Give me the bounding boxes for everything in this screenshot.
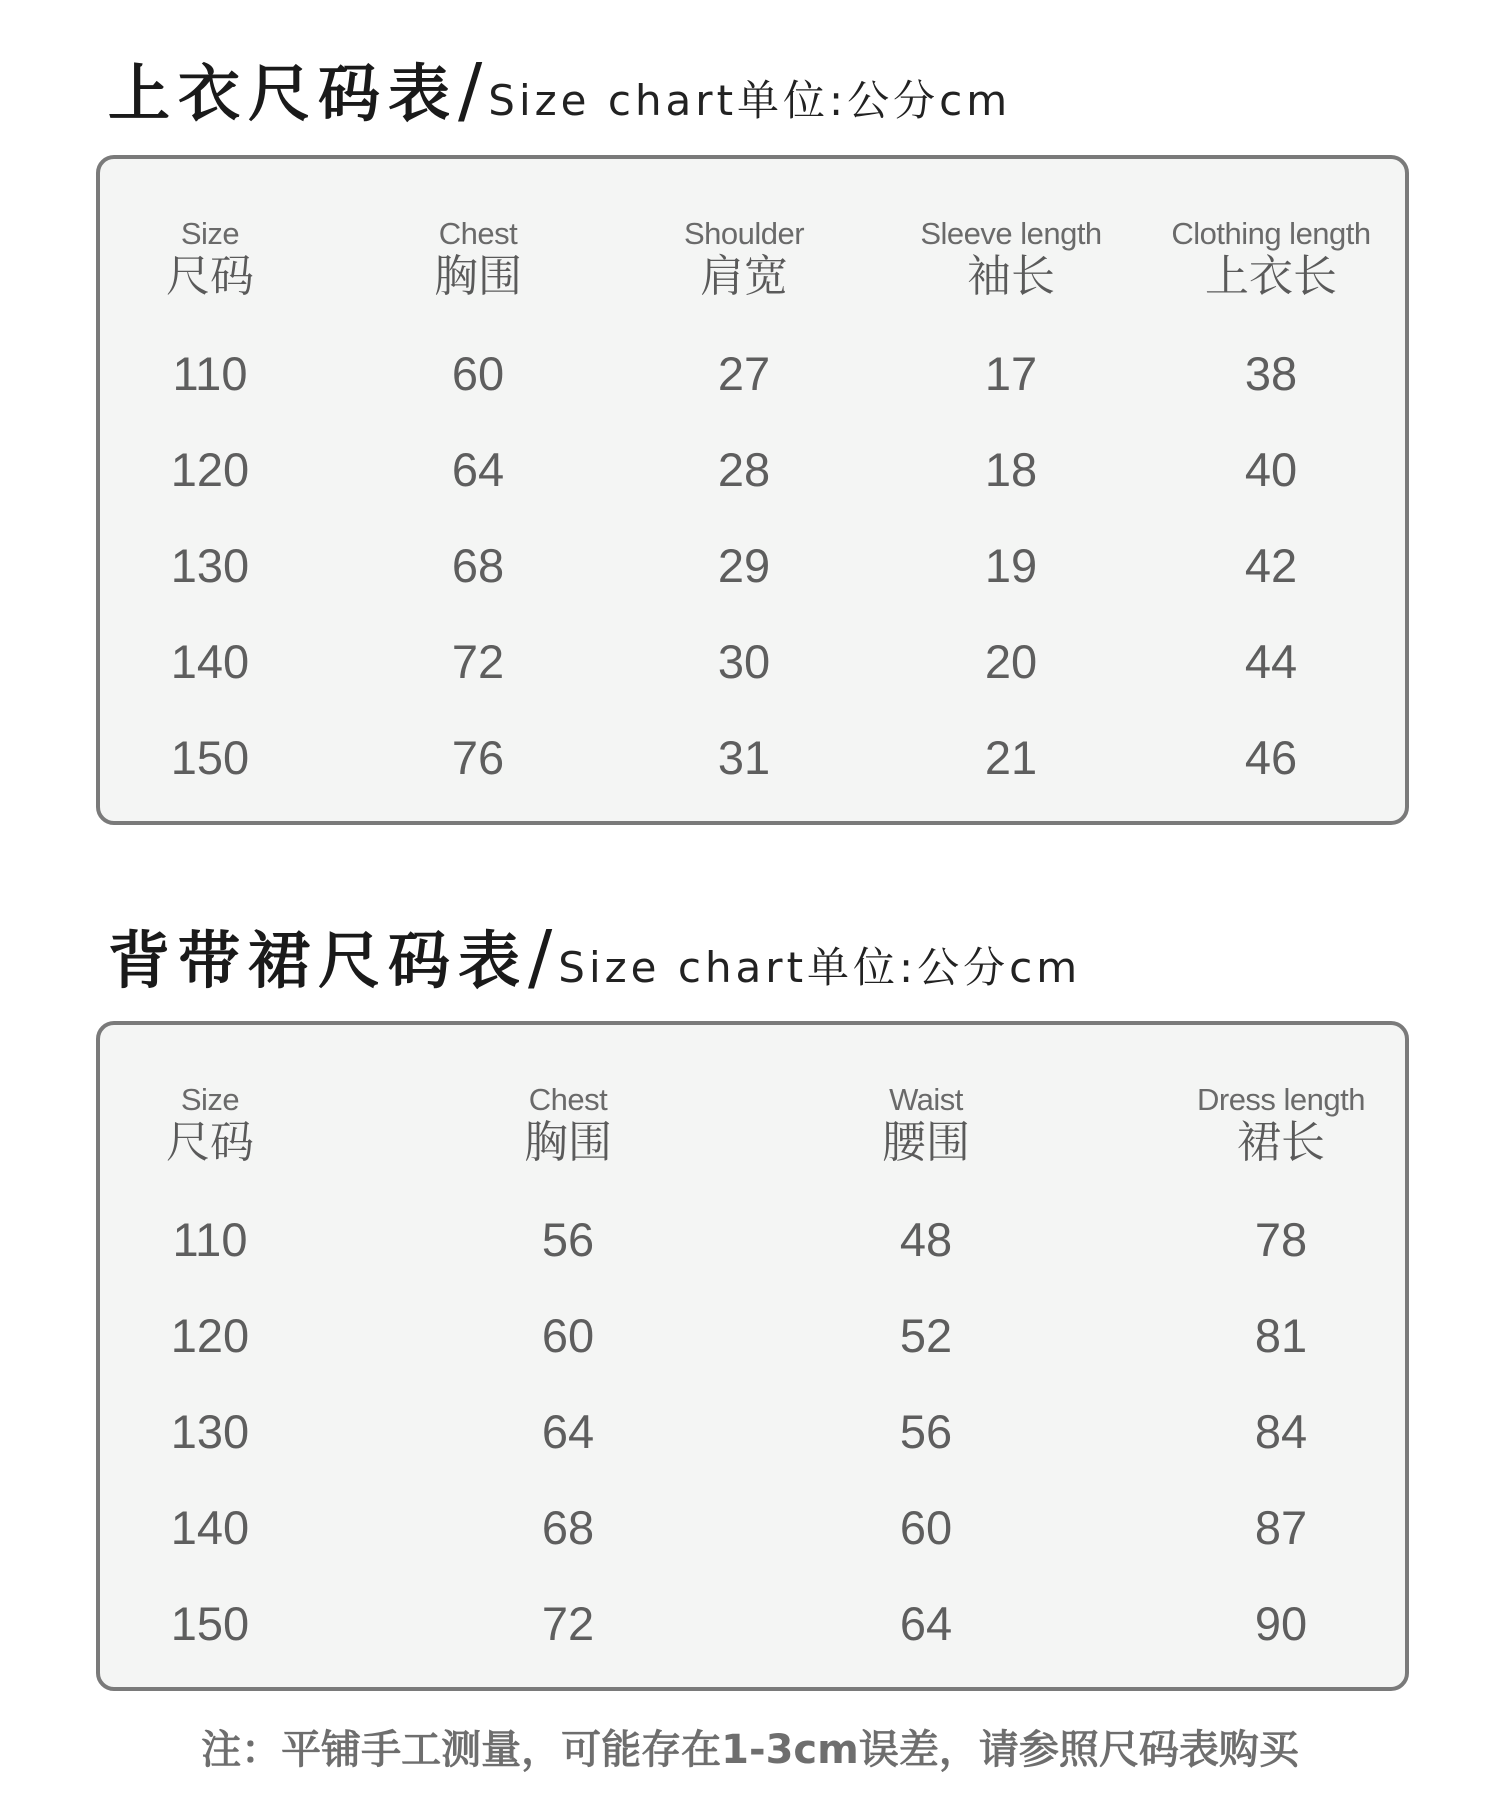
table-cell: 28 bbox=[717, 443, 771, 496]
column-header bbox=[1150, 1083, 1412, 1169]
column-header bbox=[468, 1083, 668, 1169]
table-cell: 140 bbox=[170, 635, 250, 688]
table-cell: 17 bbox=[984, 347, 1038, 400]
column-header bbox=[110, 217, 310, 303]
table-cell: 56 bbox=[541, 1213, 595, 1266]
table-cell: 120 bbox=[170, 1309, 250, 1362]
column-header bbox=[110, 1083, 310, 1169]
table-cell: 60 bbox=[451, 347, 505, 400]
table-cell: 78 bbox=[1254, 1213, 1308, 1266]
column-header-zh: 尺码 bbox=[166, 1117, 254, 1168]
column-header-en: Size bbox=[180, 216, 240, 251]
table-row bbox=[100, 1192, 1405, 1287]
column-header-zh: 上衣长 bbox=[1205, 251, 1337, 302]
table-cell: 64 bbox=[899, 1597, 953, 1650]
column-header-en: Dress length bbox=[1196, 1082, 1366, 1117]
column-header-en: Chest bbox=[528, 1082, 608, 1117]
table-cell: 110 bbox=[172, 347, 248, 400]
table-cell: 90 bbox=[1254, 1597, 1308, 1650]
table-cell: 60 bbox=[541, 1309, 595, 1362]
table-cell: 150 bbox=[170, 1597, 250, 1650]
table-cell: 81 bbox=[1254, 1309, 1308, 1362]
table-row bbox=[100, 422, 1405, 517]
table-cell: 64 bbox=[541, 1405, 595, 1458]
table-cell: 72 bbox=[451, 635, 505, 688]
column-header-en: Waist bbox=[889, 1082, 963, 1117]
table-cell: 31 bbox=[717, 731, 771, 784]
column-header-en: Size bbox=[180, 1082, 240, 1117]
table-cell: 120 bbox=[170, 443, 250, 496]
column-header bbox=[826, 1083, 1026, 1169]
table-cell: 48 bbox=[899, 1213, 953, 1266]
table-cell: 42 bbox=[1244, 539, 1298, 592]
table-header-row bbox=[100, 1083, 1405, 1173]
table-cell: 68 bbox=[451, 539, 505, 592]
table-cell: 18 bbox=[984, 443, 1038, 496]
table-cell: 44 bbox=[1244, 635, 1298, 688]
table-cell: 72 bbox=[541, 1597, 595, 1650]
table-cell: 38 bbox=[1244, 347, 1298, 400]
table-cell: 29 bbox=[717, 539, 771, 592]
dress-size-chart-title bbox=[108, 911, 1081, 1000]
table-row bbox=[100, 1480, 1405, 1575]
table-row bbox=[100, 326, 1405, 421]
table-cell: 60 bbox=[899, 1501, 953, 1554]
table-row bbox=[100, 1288, 1405, 1383]
table-cell: 46 bbox=[1244, 731, 1298, 784]
column-header-zh: 尺码 bbox=[166, 251, 254, 302]
column-header bbox=[911, 217, 1111, 303]
column-header bbox=[1140, 217, 1402, 303]
column-header-zh: 腰围 bbox=[882, 1117, 970, 1168]
table-cell: 84 bbox=[1254, 1405, 1308, 1458]
column-header bbox=[378, 217, 578, 303]
table-row bbox=[100, 710, 1405, 805]
table-cell: 64 bbox=[451, 443, 505, 496]
measurement-note: 注：平铺手工测量，可能存在1-3cm误差，请参照尺码表购买 bbox=[201, 1727, 1299, 1773]
table-cell: 68 bbox=[541, 1501, 595, 1554]
column-header-zh: 胸围 bbox=[524, 1117, 612, 1168]
table-header-row bbox=[100, 217, 1405, 307]
column-header-en: Chest bbox=[438, 216, 518, 251]
tops-title-en: Size chart单位:公分cm bbox=[488, 76, 1012, 125]
table-cell: 150 bbox=[170, 731, 250, 784]
table-row bbox=[100, 1384, 1405, 1479]
tops-table-grid bbox=[100, 159, 1405, 821]
tops-size-table bbox=[96, 155, 1409, 825]
table-cell: 130 bbox=[170, 539, 250, 592]
dress-table-grid bbox=[100, 1025, 1405, 1687]
column-header bbox=[644, 217, 844, 303]
dress-title-en: Size chart单位:公分cm bbox=[558, 943, 1082, 992]
column-header-zh: 肩宽 bbox=[700, 251, 788, 302]
table-cell: 30 bbox=[717, 635, 771, 688]
table-cell: 140 bbox=[170, 1501, 250, 1554]
column-header-zh: 胸围 bbox=[434, 251, 522, 302]
table-cell: 19 bbox=[984, 539, 1038, 592]
column-header-en: Clothing length bbox=[1171, 216, 1371, 251]
table-cell: 21 bbox=[984, 731, 1038, 784]
table-row bbox=[100, 518, 1405, 613]
table-cell: 52 bbox=[899, 1309, 953, 1362]
column-header-en: Sleeve length bbox=[920, 216, 1102, 251]
column-header-en: Shoulder bbox=[683, 216, 805, 251]
table-cell: 27 bbox=[717, 347, 771, 400]
table-row bbox=[100, 614, 1405, 709]
table-cell: 110 bbox=[172, 1213, 248, 1266]
dress-size-table bbox=[96, 1021, 1409, 1691]
table-row bbox=[100, 1576, 1405, 1671]
tops-size-chart-title bbox=[108, 44, 1011, 133]
dress-title-zh: 背带裙尺码表 bbox=[108, 924, 529, 997]
tops-title-slash: / bbox=[458, 48, 483, 132]
column-header-zh: 裙长 bbox=[1237, 1117, 1325, 1168]
table-cell: 56 bbox=[899, 1405, 953, 1458]
dress-title-slash: / bbox=[528, 915, 553, 999]
tops-title-zh: 上衣尺码表 bbox=[108, 57, 459, 130]
column-header-zh: 袖长 bbox=[967, 251, 1055, 302]
table-cell: 20 bbox=[984, 635, 1038, 688]
table-cell: 40 bbox=[1244, 443, 1298, 496]
table-cell: 87 bbox=[1254, 1501, 1308, 1554]
table-cell: 76 bbox=[451, 731, 505, 784]
table-cell: 130 bbox=[170, 1405, 250, 1458]
